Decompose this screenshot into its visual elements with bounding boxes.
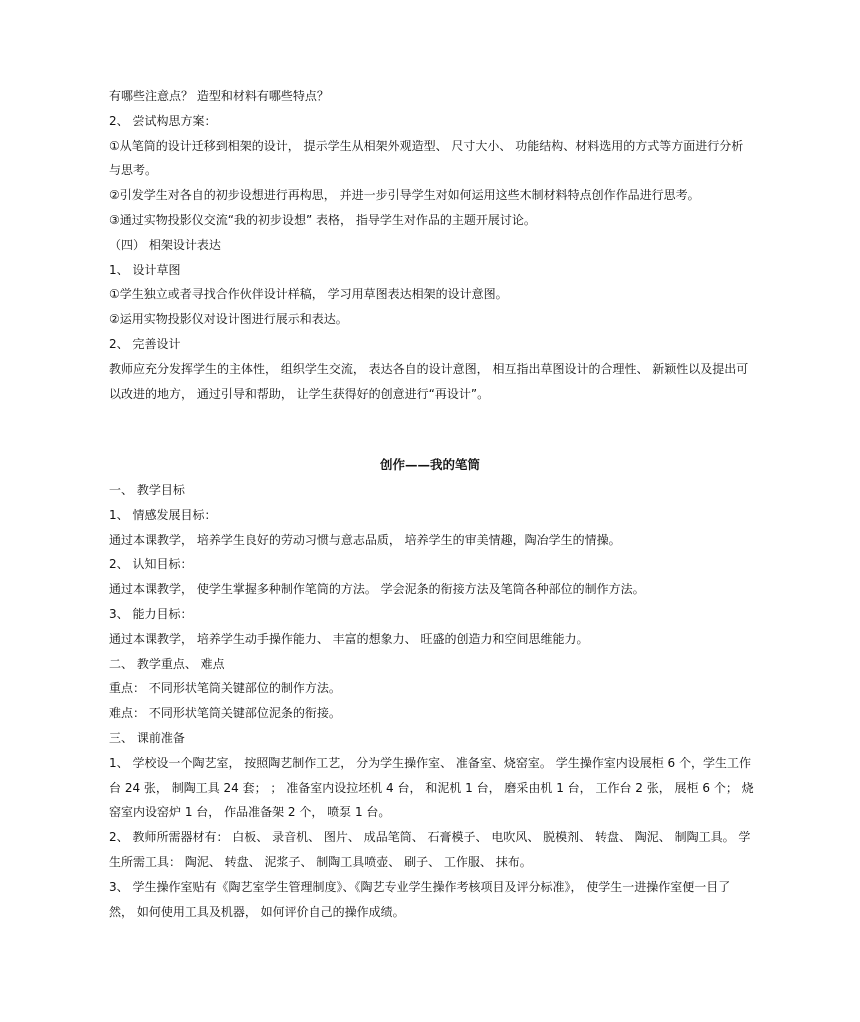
- paragraph: 2、 教师所需器材有： 白板、 录音机、 图片、 成品笔筒、 石膏模子、 电吹风、 脱模剂、 转盘、 陶泥、 制陶工具。 学生所需工具： 陶泥、 转盘、 泥浆子、 制陶工具喷壶、 刷子、 工作服、 抹布。: [109, 830, 751, 869]
- paragraph: 通过本课教学， 培养学生良好的劳动习惯与意志品质， 培养学生的审美情趣，陶冶学生的情操。: [109, 532, 621, 547]
- paragraph: 2、 尝试构思方案：: [109, 113, 217, 128]
- paragraph: 一、 教学目标: [109, 483, 185, 497]
- paragraph: 2、 认知目标：: [109, 557, 193, 572]
- paragraph: 通过本课教学， 使学生掌握多种制作笔筒的方法。 学会泥条的衔接方法及笔筒各种部位的制作方法。: [109, 582, 645, 597]
- paragraph: 3、 能力目标：: [109, 606, 193, 621]
- paragraph: 重点： 不同形状笔筒关键部位的制作方法。: [109, 681, 341, 696]
- paragraph: 1、 设计草图: [109, 262, 181, 277]
- paragraph: 三、 课前准备: [109, 730, 185, 745]
- paragraph: 教师应充分发挥学生的主体性， 组织学生交流， 表达各自的设计意图， 相互指出草图设计的合理性、 新颖性以及提出可以改进的地方， 通过引导和帮助， 让学生获得好的创意进行“再设计”。: [109, 361, 749, 401]
- paragraph: 1、 情感发展目标：: [109, 507, 217, 522]
- section-title: 创作——我的笔筒: [379, 457, 480, 472]
- paragraph: 3、 学生操作室贴有《陶艺室学生管理制度》、《陶艺专业学生操作考核项目及评分标准》， 使学生一进操作室便一目了然， 如何使用工具及机器， 如何评价自己的操作成绩。: [109, 879, 731, 919]
- paragraph: 难点： 不同形状笔筒关键部位泥条的衔接。: [109, 706, 341, 721]
- paragraph: ①从笔筒的设计迁移到相架的设计， 提示学生从相架外观造型、 尺寸大小、 功能结构、材料选用的方式等方面进行分析与思考。: [109, 138, 744, 178]
- paragraph: 1、 学校设一个陶艺室， 按照陶艺制作工艺， 分为学生操作室、 准备室、烧窑室。 学生操作室内设展柜 6 个，学生工作台 24 张， 制陶工具 24 套； ； 准备室内设拉坯机 4 台， 和泥机 1 台， 磨采由机 1 台， 工作台 2 张， 展柜 6 个； 烧窑室内设窑炉 1 台， 作品准备架 2 个， 喷泵 1 台。: [109, 755, 754, 820]
- paragraph: ②引发学生对各自的初步设想进行再构思， 并进一步引导学生对如何运用这些木制材料特点创作作品进行思考。: [109, 188, 700, 203]
- paragraph: ②运用实物投影仪对设计图进行展示和表达。: [109, 312, 348, 327]
- paragraph: ①学生独立或者寻找合作伙伴设计样稿， 学习用草图表达相架的设计意图。: [109, 287, 508, 302]
- paragraph: ③通过实物投影仪交流“我的初步设想” 表格， 指导学生对作品的主题开展讨论。: [109, 212, 536, 227]
- paragraph: 2、 完善设计: [109, 336, 181, 351]
- paragraph: 二、 教学重点、 难点: [109, 656, 225, 671]
- upper-text-section: [109, 84, 754, 406]
- paragraph: （四） 相架设计表达: [109, 237, 221, 252]
- paragraph: 通过本课教学， 培养学生动手操作能力、 丰富的想象力、 旺盛的创造力和空间思维能力。: [109, 631, 589, 646]
- paragraph: 有哪些注意点？ 造型和材料有哪些特点？: [109, 89, 329, 103]
- lower-text-section: [109, 478, 754, 924]
